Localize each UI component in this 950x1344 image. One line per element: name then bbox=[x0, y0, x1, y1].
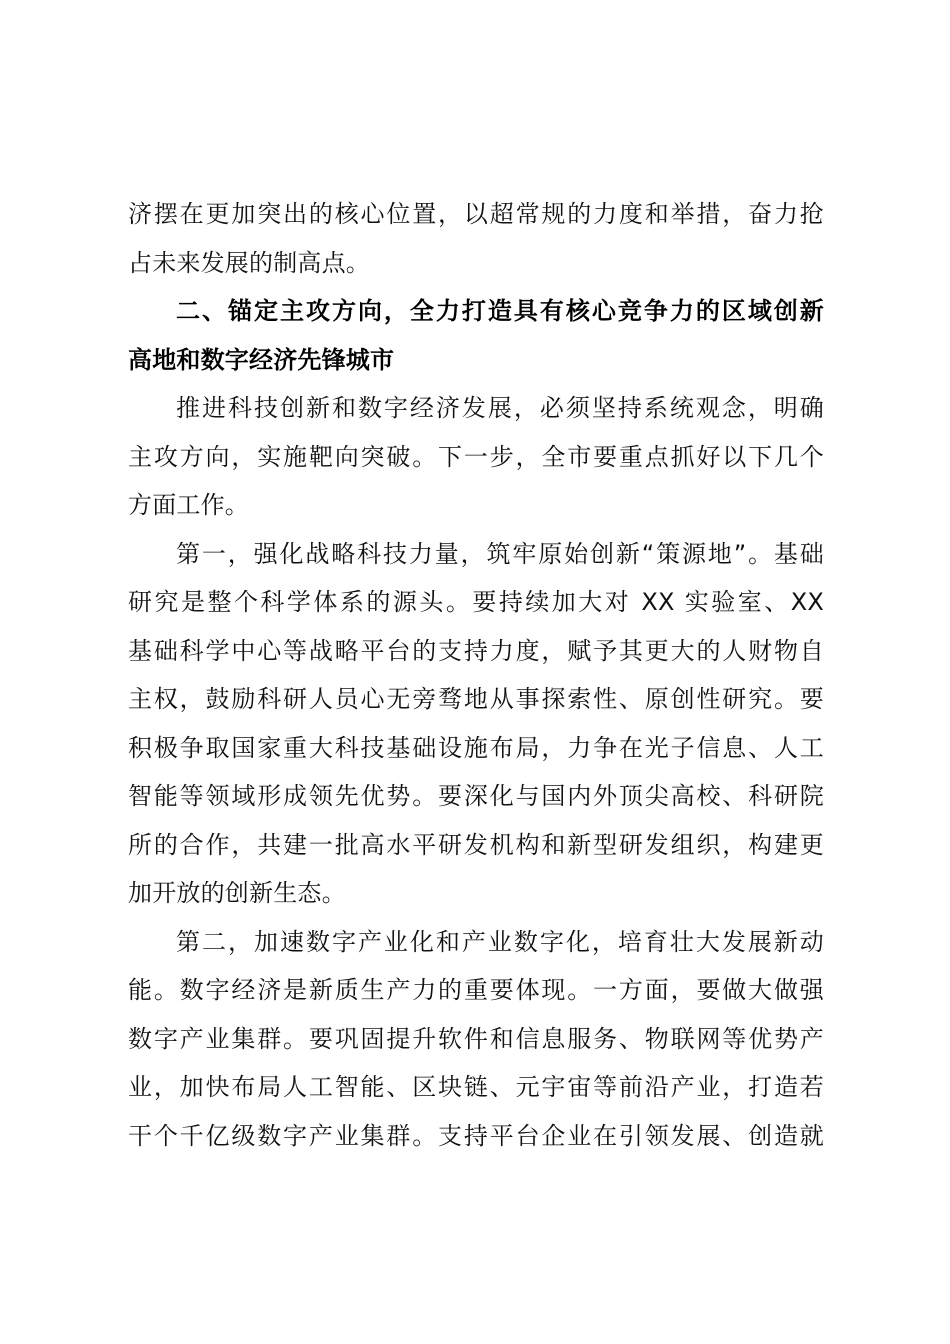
paragraph-line: 占未来发展的制高点。 bbox=[128, 248, 370, 277]
paragraph-line: 主攻方向，实施靶向突破。下一步，全市要重点抓好以下几个 bbox=[128, 442, 824, 471]
paragraph-line: 积极争取国家重大科技基础设施布局，力争在光子信息、人工 bbox=[128, 733, 824, 762]
paragraph-line: 推进科技创新和数字经济发展，必须坚持系统观念，明确 bbox=[176, 394, 824, 422]
paragraph-line: 能。数字经济是新质生产力的重要体现。一方面，要做大做强 bbox=[128, 976, 824, 1004]
paragraph-line: 方面工作。 bbox=[128, 491, 249, 519]
document-body bbox=[128, 190, 824, 1160]
paragraph-line: 第一，强化战略科技力量，筑牢原始创新“策源地”。基础 bbox=[176, 539, 824, 568]
paragraph-line: 智能等领域形成领先优势。要深化与国内外顶尖高校、科研院 bbox=[128, 782, 824, 810]
paragraph-line: 研究是整个科学体系的源头。要持续加大对 XX 实验室、XX bbox=[128, 588, 824, 616]
paragraph-line: 加开放的创新生态。 bbox=[128, 879, 346, 907]
paragraph-line: 主权，鼓励科研人员心无旁骛地从事探索性、原创性研究。要 bbox=[128, 685, 824, 713]
paragraph-line: 基础科学中心等战略平台的支持力度，赋予其更大的人财物自 bbox=[128, 636, 824, 665]
section-heading: 二、锚定主攻方向，全力打造具有核心竞争力的区域创新 bbox=[176, 297, 824, 325]
paragraph-line: 第二，加速数字产业化和产业数字化，培育壮大发展新动 bbox=[176, 927, 824, 956]
paragraph-line: 业，加快布局人工智能、区块链、元宇宙等前沿产业，打造若 bbox=[128, 1073, 824, 1101]
paragraph-line: 干个千亿级数字产业集群。支持平台企业在引领发展、创造就 bbox=[128, 1121, 824, 1150]
paragraph-line: 数字产业集群。要巩固提升软件和信息服务、物联网等优势产 bbox=[128, 1024, 824, 1053]
paragraph-line: 所的合作，共建一批高水平研发机构和新型研发组织，构建更 bbox=[128, 830, 824, 859]
section-heading: 高地和数字经济先锋城市 bbox=[128, 345, 395, 374]
paragraph-line: 济摆在更加突出的核心位置，以超常规的力度和举措，奋力抢 bbox=[128, 200, 824, 228]
